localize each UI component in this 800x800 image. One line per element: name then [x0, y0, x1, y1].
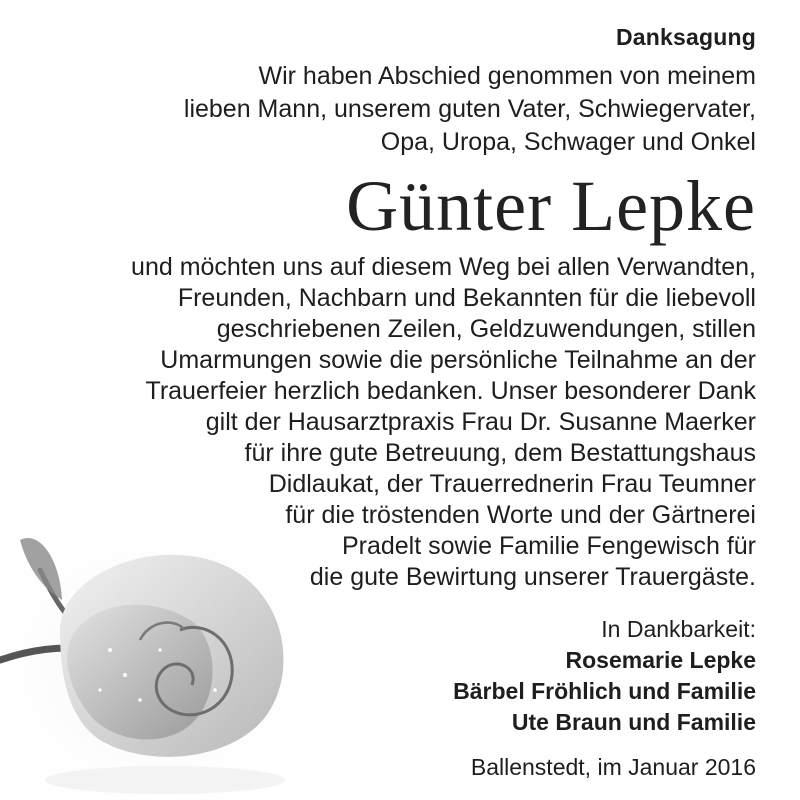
intro-line: Wir haben Abschied genommen von meinem: [258, 62, 756, 90]
intro-text: [184, 60, 756, 159]
body-line: für ihre gute Betreuung, dem Bestattungshaus: [244, 439, 756, 467]
body-text: [131, 252, 756, 593]
closing-phrase: In Dankbarkeit:: [601, 616, 756, 642]
notice-heading: Danksagung: [615, 24, 756, 50]
body-line: für die tröstenden Worte und der Gärtnerei: [285, 501, 756, 529]
intro-line: lieben Mann, unserem guten Vater, Schwiegervater,: [183, 95, 756, 123]
body-line: die gute Bewirtung unserer Trauergäste.: [309, 563, 756, 591]
deceased-name: Günter Lepke: [346, 166, 756, 246]
body-line: und möchten uns auf diesem Weg bei allen Verwandten,: [131, 253, 756, 281]
closing-block: [453, 614, 756, 738]
body-line: Didlaukat, der Trauerrednerin Frau Teumner: [268, 470, 756, 498]
signatory: Rosemarie Lepke: [565, 647, 756, 673]
body-line: Trauerfeier herzlich bedanken. Unser besonderer Dank: [145, 377, 756, 405]
intro-line: Opa, Uropa, Schwager und Onkel: [380, 128, 756, 156]
signatory: Ute Braun und Familie: [511, 709, 756, 735]
body-line: geschriebenen Zeilen, Geldzuwendungen, stillen: [216, 315, 756, 343]
signatory: Bärbel Fröhlich und Familie: [453, 678, 756, 704]
body-line: Umarmungen sowie die persönliche Teilnahme an der: [160, 346, 756, 374]
body-line: Freunden, Nachbarn und Bekannten für die liebevoll: [177, 284, 756, 312]
body-line: Pradelt sowie Familie Fengewisch für: [341, 532, 756, 560]
place-date: Ballenstedt, im Januar 2016: [470, 754, 756, 780]
body-line: gilt der Hausarztpraxis Frau Dr. Susanne Maerker: [205, 408, 756, 436]
